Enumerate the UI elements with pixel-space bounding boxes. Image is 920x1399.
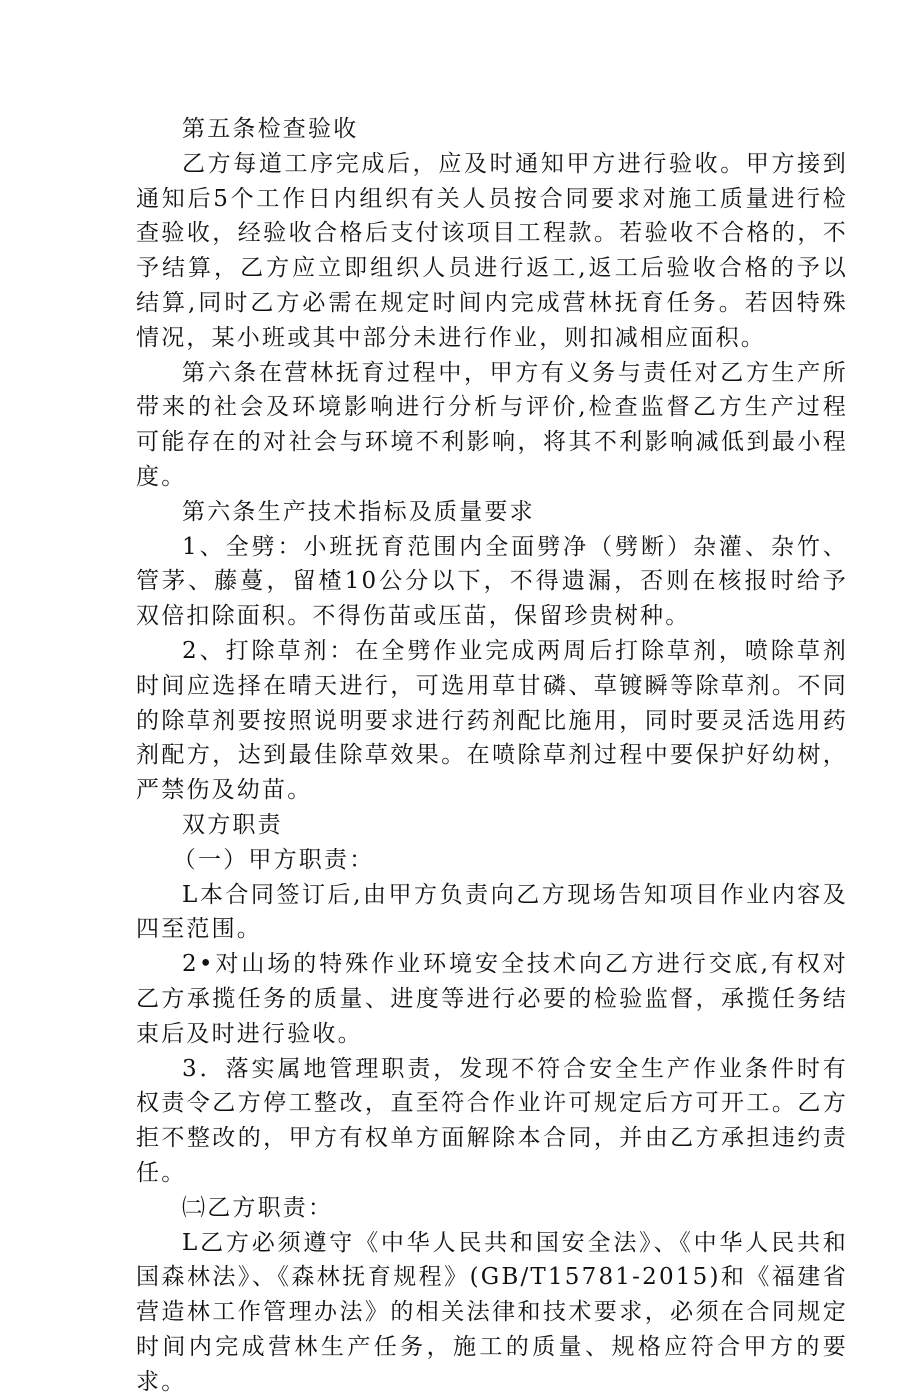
subheading-party-a-duties: （一）甲方职责： <box>136 843 848 878</box>
section-heading-inspection: 第五条检查验收 <box>136 112 848 147</box>
paragraph-party-a-item-1: L本合同签订后,由甲方负责向乙方现场告知项目作业内容及四至范围。 <box>136 878 848 948</box>
paragraph-environmental-responsibility: 第六条在营林抚育过程中，甲方有义务与责任对乙方生产所带来的社会及环境影响进行分析与评价,检查监督乙方生产过程可能存在的对社会与环境不利影响，将其不利影响减低到最小程度。 <box>136 356 848 495</box>
section-heading-responsibilities: 双方职责 <box>136 808 848 843</box>
subheading-party-b-duties: ㈡乙方职责： <box>136 1191 848 1226</box>
section-heading-technical-indicators: 第六条生产技术指标及质量要求 <box>136 495 848 530</box>
paragraph-party-b-item-1: L乙方必须遵守《中华人民共和国安全法》、《中华人民共和国森林法》、《森林抚育规程》(GB/T15781-2015)和《福建省营造林工作管理办法》的相关法律和技术要求，必须在合同规定时间内完成营林生产任务，施工的质量、规格应符合甲方的要求。 <box>136 1226 848 1399</box>
document-page <box>136 112 848 1399</box>
paragraph-party-a-item-2: 2•对山场的特殊作业环境安全技术向乙方进行交底,有权对乙方承揽任务的质量、进度等进行必要的检验监督，承揽任务结束后及时进行验收。 <box>136 947 848 1051</box>
paragraph-full-clearing: 1、全劈：小班抚育范围内全面劈净（劈断）杂灌、杂竹、管茅、藤蔓，留楂10公分以下，不得遗漏，否则在核报时给予双倍扣除面积。不得伤苗或压苗，保留珍贵树种。 <box>136 530 848 634</box>
paragraph-party-a-item-3: 3．落实属地管理职责，发现不符合安全生产作业条件时有权责令乙方停工整改，直至符合作业许可规定后方可开工。乙方拒不整改的，甲方有权单方面解除本合同，并由乙方承担违约责任。 <box>136 1052 848 1191</box>
paragraph-herbicide: 2、打除草剂：在全劈作业完成两周后打除草剂，喷除草剂时间应选择在晴天进行，可选用草甘磷、草镀瞬等除草剂。不同的除草剂要按照说明要求进行药剂配比施用，同时要灵活选用药剂配方，达到最佳除草效果。在喷除草剂过程中要保护好幼树，严禁伤及幼苗。 <box>136 634 848 808</box>
paragraph-inspection-body: 乙方每道工序完成后，应及时通知甲方进行验收。甲方接到通知后5个工作日内组织有关人员按合同要求对施工质量进行检查验收，经验收合格后支付该项目工程款。若验收不合格的，不予结算，乙方应立即组织人员进行返工,返工后验收合格的予以结算,同时乙方必需在规定时间内完成营林抚育任务。若因特殊情况，某小班或其中部分未进行作业，则扣减相应面积。 <box>136 147 848 356</box>
